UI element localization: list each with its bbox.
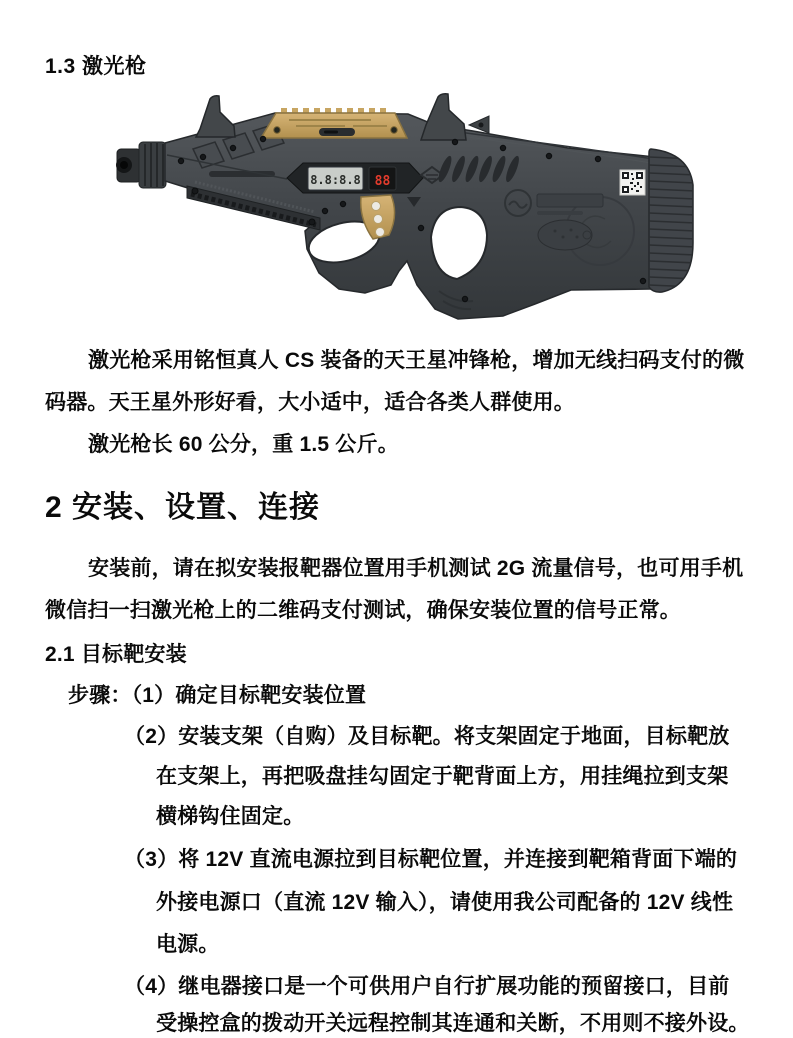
butt-pad (649, 149, 697, 292)
ammo-display: 88 (374, 174, 391, 189)
qr-code (620, 170, 645, 195)
para2-line1: 安装前，请在拟安装报靶器位置用手机测试 2G 流量信号，也可用手机 (88, 557, 744, 580)
section-heading-2: 2 安装、设置、连接 (45, 491, 321, 524)
step-3-line1: （3）将 12V 直流电源拉到目标靶位置，并连接到靶箱背面下端的 (124, 848, 738, 871)
laser-gun-illustration (103, 85, 703, 325)
step-4-line1: （4）继电器接口是一个可供用户自行扩展功能的预留接口，目前 (124, 975, 730, 998)
top-rail (261, 108, 407, 138)
step-3-line2: 外接电源口（直流 12V 输入），请使用我公司配备的 12V 线性 (156, 891, 734, 914)
para1-line1: 激光枪采用铭恒真人 CS 装备的天王星冲锋枪，增加无线扫码支付的微 (88, 349, 745, 372)
muzzle (116, 142, 166, 188)
rear-sight-fin (421, 94, 466, 140)
step-4-line2: 受操控盒的拨动开关远程控制其连通和关断，不用则不接外设。 (156, 1012, 750, 1035)
step-2-line2: 在支架上，再把吸盘挂勾固定于靶背面上方，用挂绳拉到支架 (156, 765, 729, 788)
step-1: 步骤：（1）确定目标靶安装位置 (68, 684, 367, 707)
para2-line2: 微信扫一扫激光枪上的二维码支付测试，确保安装位置的信号正常。 (45, 599, 681, 622)
plate-screw (479, 123, 484, 128)
section-heading-1-3: 1.3 激光枪 (45, 55, 147, 78)
step-3-line3: 电源。 (156, 933, 220, 956)
step-2-line1: （2）安装支架（自购）及目标靶。将支架固定于地面，目标靶放 (124, 725, 730, 748)
score-display: 8.8:8.8 (310, 173, 361, 187)
step-2-line3: 横梯钩住固定。 (156, 805, 305, 828)
front-sight-fin (196, 96, 235, 137)
para1-line2: 码器。天王星外形好看，大小适中，适合各类人群使用。 (45, 391, 575, 414)
para1-line3: 激光枪长 60 公分，重 1.5 公斤。 (88, 433, 399, 456)
section-heading-2-1: 2.1 目标靶安装 (45, 643, 187, 666)
laser-gun-photo (103, 85, 703, 325)
